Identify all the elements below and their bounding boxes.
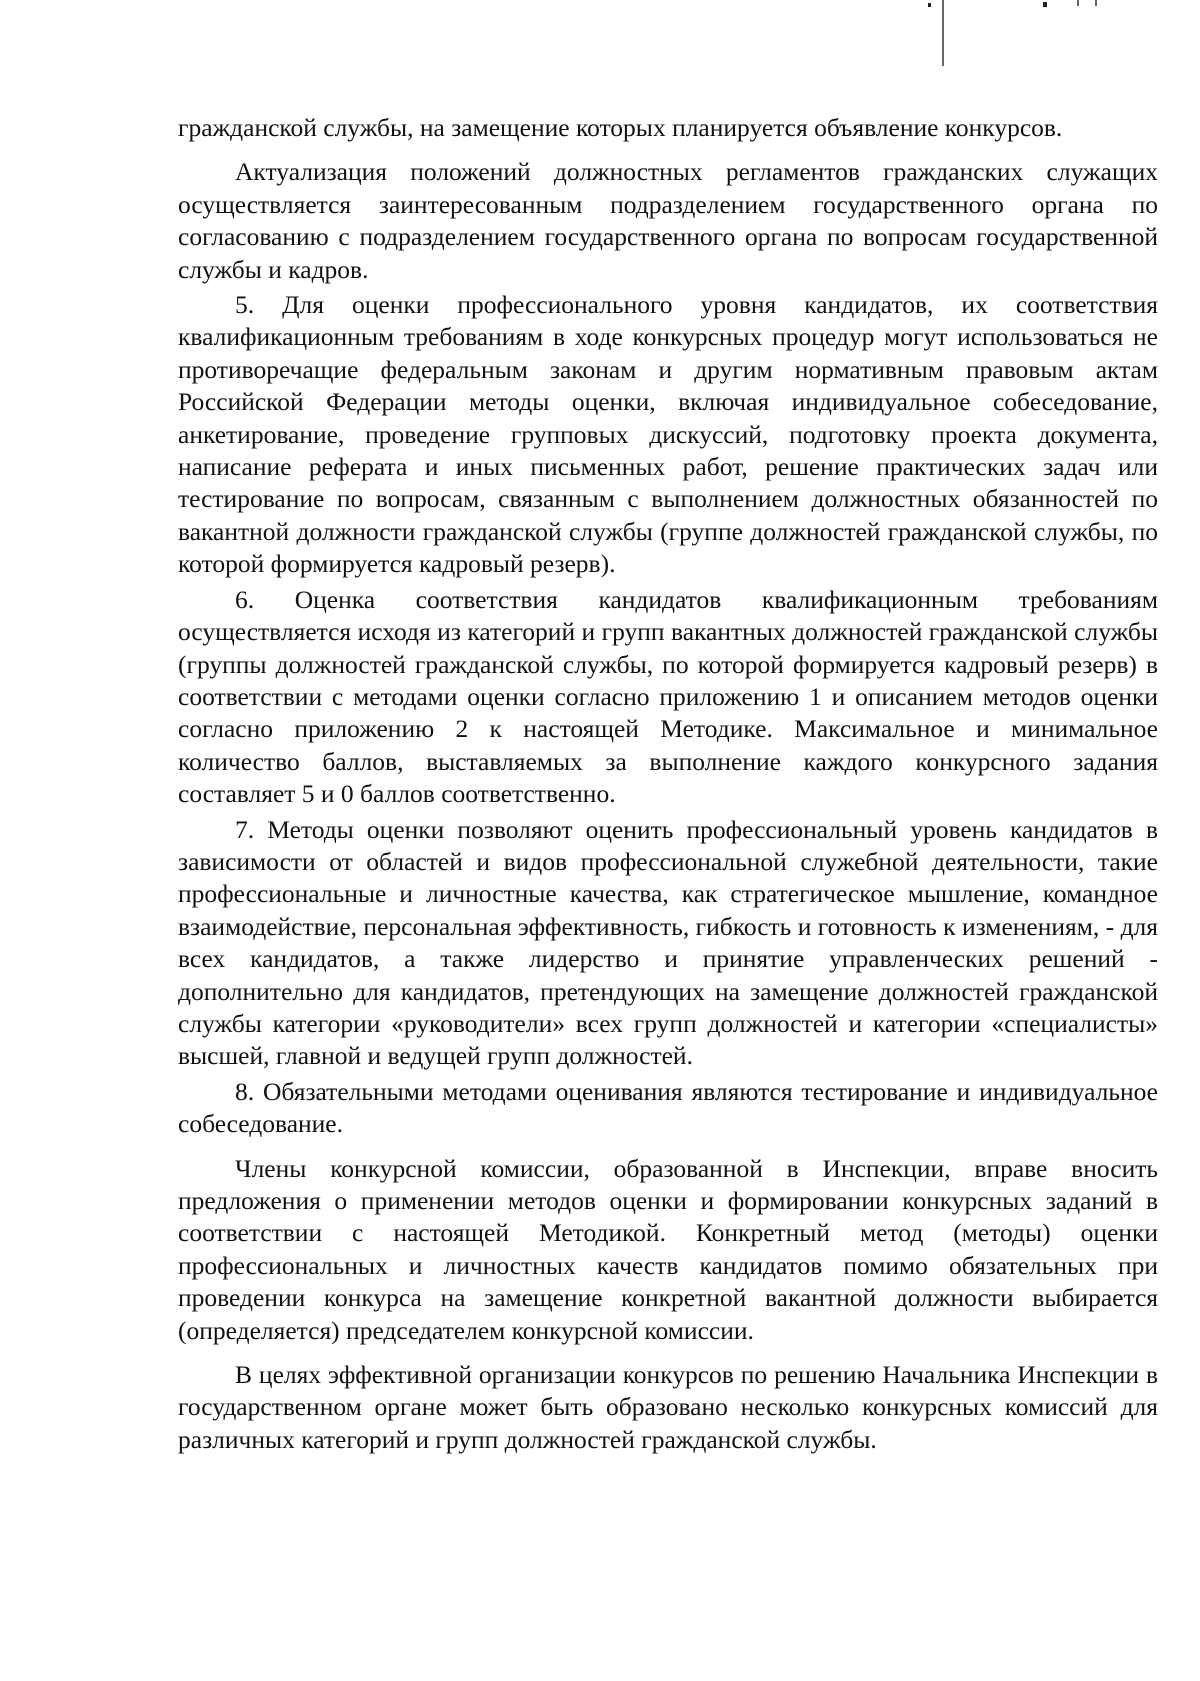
paragraph-commission-members: Члены конкурсной комиссии, образованной в Инспекции, вправе вносить предложения о применении методов оценки и формировании конкурсных заданий в соответствии с настоящей Методикой. Конкретный метод (методы) оценки профессиональных и личностных качеств кандидатов помимо обязательных при проведении конкурса на замещение конкретной вакантной должности выбирается (определяется) председателем конкурсной комиссии. — [178, 1153, 1158, 1345]
paragraph-actualization: Актуализация положений должностных регламентов гражданских служащих осуществляется заинтересованным подразделением государственного органа по согласованию с подразделением государственного органа по вопросам государственной службы и кадров. — [178, 157, 1158, 284]
document-body — [178, 112, 1158, 1456]
paragraph-item-5: 5. Для оценки профессионального уровня кандидатов, их соответствия квалификационным требованиям в ходе конкурсных процедур могут использоваться не противоречащие федеральным законам и другим нормативным правовым актам Российской Федерации методы оценки, включая индивидуальное собеседование, анкетирование, проведение групповых дискуссий, подготовку проекта документа, написание реферата и иных письменных работ, решение практических задач или тестирование по вопросам, связанным с выполнением должностных обязанностей по вакантной должности гражданской службы (группе должностей гражданской службы, по которой формируется кадровый резерв). — [178, 290, 1158, 579]
paragraph-item-8: 8. Обязательными методами оценивания являются тестирование и индивидуальное собеседование. — [178, 1076, 1158, 1139]
paragraph-continuation: гражданской службы, на замещение которых планируется объявление конкурсов. — [178, 113, 1063, 142]
paragraph-item-6: 6. Оценка соответствия кандидатов квалификационным требованиям осуществляется исходя из категорий и групп вакантных должностей гражданской службы (группы должностей гражданской службы, по которой формируется кадровый резерв) в соответствии с методами оценки согласно приложению 1 и описанием методов оценки согласно приложению 2 к настоящей Методике. Максимальное и минимальное количество баллов, выставляемых за выполнение каждого конкурсного задания составляет 5 и 0 баллов соответственно. — [178, 584, 1158, 809]
scan-artifact-marks — [0, 0, 1200, 80]
paragraph-item-7: 7. Методы оценки позволяют оценить профессиональный уровень кандидатов в зависимости от областей и видов профессиональной служебной деятельности, такие профессиональные и личностные качества, как стратегическое мышление, командное взаимодействие, персональная эффективность, гибкость и готовность к изменениям, - для всех кандидатов, а также лидерство и принятие управленческих решений - дополнительно для кандидатов, претендующих на замещение должностей гражданской службы категории «руководители» всех групп должностей и категории «специалисты» высшей, главной и ведущей групп должностей. — [178, 814, 1158, 1071]
paragraph-multiple-commissions: В целях эффективной организации конкурсов по решению Начальника Инспекции в государственном органе может быть образовано несколько конкурсных комиссий для различных категорий и групп должностей гражданской службы. — [178, 1360, 1158, 1454]
